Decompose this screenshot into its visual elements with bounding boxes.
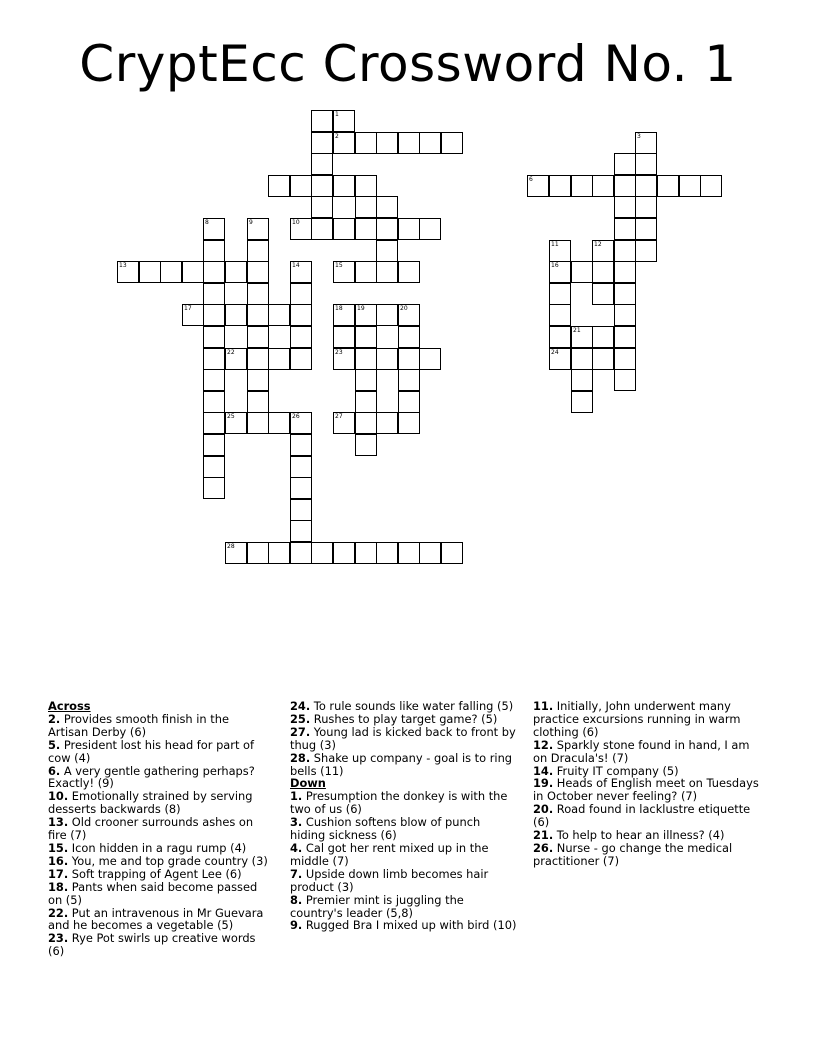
crossword-cell[interactable] (333, 110, 355, 132)
crossword-cell[interactable] (355, 412, 377, 434)
clue-number-label: 22 (227, 349, 235, 356)
clue-number: 26. (533, 840, 554, 855)
clue-number: 3. (290, 815, 303, 830)
crossword-cell[interactable] (549, 283, 571, 305)
crossword-cell[interactable] (290, 283, 312, 305)
crossword-cell[interactable] (355, 348, 377, 370)
crossword-cell[interactable] (355, 196, 377, 218)
clue-number: 11. (533, 699, 554, 713)
crossword-cell[interactable] (527, 175, 549, 197)
clue-item (48, 713, 270, 739)
crossword-cell[interactable] (635, 132, 657, 154)
crossword-cell[interactable] (376, 240, 398, 262)
clue-number: 2. (48, 711, 61, 726)
crossword-cell[interactable] (203, 391, 225, 413)
clue-number: 14. (533, 763, 554, 778)
crossword-cell[interactable] (290, 326, 312, 348)
clue-number-label: 8 (205, 219, 209, 226)
crossword-cell[interactable] (333, 175, 355, 197)
clue-number: 27. (290, 724, 311, 739)
page-title: CryptEcc Crossword No. 1 (79, 35, 737, 93)
crossword-cell[interactable] (571, 175, 593, 197)
clue-text: Fruity IT company (5) (553, 763, 679, 778)
crossword-cell[interactable] (635, 240, 657, 262)
crossword-cell[interactable] (333, 261, 355, 283)
crossword-cell[interactable] (549, 240, 571, 262)
crossword-cell[interactable] (203, 240, 225, 262)
clue-number: 4. (290, 840, 303, 855)
crossword-cell[interactable] (203, 218, 225, 240)
clue-text: Young lad is kicked back to front by thug (3) (290, 724, 516, 752)
crossword-cell[interactable] (290, 477, 312, 499)
crossword-cell[interactable] (290, 348, 312, 370)
crossword-cell[interactable] (247, 283, 269, 305)
crossword-cell[interactable] (571, 348, 593, 370)
crossword-cell[interactable] (614, 304, 636, 326)
crossword-cell[interactable] (247, 261, 269, 283)
crossword-cell[interactable] (333, 218, 355, 240)
crossword-cell[interactable] (333, 326, 355, 348)
clue-text: Rye Pot swirls up creative words (6) (48, 931, 256, 959)
crossword-cell[interactable] (311, 196, 333, 218)
crossword-cell[interactable] (247, 326, 269, 348)
clue-item (48, 881, 270, 907)
clue-text: To rule sounds like water falling (5) (310, 699, 514, 713)
clue-number: 25. (290, 711, 311, 726)
clue-number: 8. (290, 892, 303, 907)
crossword-cell[interactable] (290, 542, 312, 564)
clue-item (290, 868, 518, 894)
crossword-cell[interactable] (290, 175, 312, 197)
crossword-cell[interactable] (376, 196, 398, 218)
clue-number-label: 28 (227, 543, 235, 550)
crossword-cell[interactable] (355, 304, 377, 326)
crossword-cell[interactable] (290, 456, 312, 478)
clue-column-2 (290, 700, 518, 932)
crossword-cell[interactable] (614, 326, 636, 348)
crossword-cell[interactable] (290, 412, 312, 434)
clue-text: Sparkly stone found in hand, I am on Dracula's! (7) (533, 737, 750, 765)
clue-item (533, 700, 763, 739)
crossword-cell[interactable] (376, 218, 398, 240)
clue-number: 1. (290, 789, 303, 804)
clue-number: 13. (48, 815, 69, 830)
clue-text: You, me and top grade country (3) (68, 853, 268, 868)
clue-number-label: 18 (335, 305, 343, 312)
crossword-cell[interactable] (398, 132, 420, 154)
crossword-cell[interactable] (549, 304, 571, 326)
clue-item (533, 803, 763, 829)
crossword-cell[interactable] (592, 240, 614, 262)
crossword-cell[interactable] (311, 132, 333, 154)
clue-item (533, 777, 763, 803)
crossword-cell[interactable] (311, 153, 333, 175)
clue-number: 22. (48, 905, 69, 920)
clue-number-label: 3 (637, 133, 641, 140)
crossword-cell[interactable] (355, 175, 377, 197)
crossword-cell[interactable] (247, 369, 269, 391)
clue-number: 15. (48, 840, 69, 855)
clue-item (48, 932, 270, 958)
crossword-cell[interactable] (614, 153, 636, 175)
crossword-cell[interactable] (398, 369, 420, 391)
crossword-cell[interactable] (549, 261, 571, 283)
clue-number: 9. (290, 918, 303, 933)
clue-number: 18. (48, 879, 69, 894)
clue-number: 5. (48, 737, 61, 752)
crossword-cell[interactable] (311, 110, 333, 132)
crossword-cell[interactable] (355, 434, 377, 456)
crossword-cell[interactable] (614, 218, 636, 240)
clue-number-label: 15 (335, 262, 343, 269)
clue-number: 17. (48, 866, 69, 881)
clue-number-label: 27 (335, 413, 343, 420)
clue-item (290, 752, 518, 778)
crossword-cell[interactable] (700, 175, 722, 197)
crossword-cell[interactable] (419, 542, 441, 564)
crossword-cell[interactable] (419, 218, 441, 240)
crossword-cell[interactable] (419, 348, 441, 370)
crossword-cell[interactable] (571, 391, 593, 413)
clue-item (533, 739, 763, 765)
clue-number-label: 10 (292, 219, 300, 226)
crossword-cell[interactable] (160, 261, 182, 283)
clue-item (48, 790, 270, 816)
crossword-cell[interactable] (182, 261, 204, 283)
crossword-cell[interactable] (355, 326, 377, 348)
clue-text: Presumption the donkey is with the two of us (6) (290, 789, 508, 817)
crossword-cell[interactable] (117, 261, 139, 283)
clue-number: 19. (533, 776, 554, 791)
clue-text: Soft trapping of Agent Lee (6) (68, 866, 242, 881)
crossword-cell[interactable] (290, 520, 312, 542)
clue-number-label: 17 (184, 305, 192, 312)
crossword-cell[interactable] (614, 369, 636, 391)
crossword-cell[interactable] (592, 175, 614, 197)
clue-text: To help to hear an illness? (4) (553, 828, 725, 843)
crossword-cell[interactable] (225, 348, 247, 370)
clue-number-label: 12 (594, 241, 602, 248)
crossword-cell[interactable] (614, 261, 636, 283)
clue-text: Nurse - go change the medical practitioner (7) (533, 840, 733, 868)
clue-item (290, 726, 518, 752)
crossword-cell[interactable] (203, 326, 225, 348)
clue-text: Premier mint is juggling the country's leader (5,8) (290, 892, 464, 920)
crossword-cell[interactable] (635, 153, 657, 175)
clue-column-1 (48, 700, 270, 958)
crossword-cell[interactable] (333, 348, 355, 370)
crossword-cell[interactable] (419, 132, 441, 154)
clue-text: President lost his head for part of cow (4) (48, 737, 255, 765)
crossword-cell[interactable] (398, 348, 420, 370)
crossword-cell[interactable] (571, 326, 593, 348)
clue-item (48, 907, 270, 933)
crossword-cell[interactable] (679, 175, 701, 197)
crossword-cell[interactable] (268, 348, 290, 370)
crossword-cell[interactable] (355, 391, 377, 413)
crossword-cell[interactable] (333, 304, 355, 326)
crossword-cell[interactable] (635, 218, 657, 240)
crossword-cell[interactable] (182, 304, 204, 326)
crossword-cell[interactable] (614, 348, 636, 370)
clue-text: Emotionally strained by serving desserts backwards (8) (48, 789, 253, 817)
crossword-cell[interactable] (311, 175, 333, 197)
clue-text: Cushion softens blow of punch hiding sickness (6) (290, 815, 481, 843)
crossword-cell[interactable] (592, 326, 614, 348)
crossword-cell[interactable] (247, 348, 269, 370)
clue-item (290, 919, 518, 932)
crossword-cell[interactable] (333, 412, 355, 434)
clue-item (48, 816, 270, 842)
clue-item (533, 842, 763, 868)
crossword-cell[interactable] (398, 304, 420, 326)
clue-text: Pants when said become passed on (5) (48, 879, 258, 907)
clue-number: 23. (48, 931, 69, 946)
clue-item (290, 894, 518, 920)
crossword-cell[interactable] (398, 326, 420, 348)
crossword-cell[interactable] (333, 542, 355, 564)
clue-number: 16. (48, 853, 69, 868)
crossword-cell[interactable] (139, 261, 161, 283)
clue-text: Initially, John underwent many practice excursions running in warm clothing (6) (533, 699, 741, 739)
crossword-cell[interactable] (203, 369, 225, 391)
crossword-cell[interactable] (571, 369, 593, 391)
clue-number: 6. (48, 763, 61, 778)
clue-text: Icon hidden in a ragu rump (4) (68, 840, 247, 855)
clue-number: 24. (290, 699, 311, 713)
clue-number: 28. (290, 750, 311, 765)
clue-text: Road found in lacklustre etiquette (6) (533, 802, 751, 830)
clue-text: Old crooner surrounds ashes on fire (7) (48, 815, 254, 843)
crossword-cell[interactable] (290, 499, 312, 521)
clue-text: Provides smooth finish in the Artisan Derby (6) (48, 711, 229, 739)
clue-column-3 (533, 700, 763, 868)
crossword-cell[interactable] (203, 348, 225, 370)
crossword-cell[interactable] (203, 261, 225, 283)
clue-number-label: 14 (292, 262, 300, 269)
crossword-cell[interactable] (614, 196, 636, 218)
clue-number-label: 2 (335, 133, 339, 140)
crossword-cell[interactable] (355, 542, 377, 564)
crossword-cell[interactable] (268, 542, 290, 564)
clue-text: A very gentle gathering perhaps? Exactly! (9) (48, 763, 255, 791)
crossword-cell[interactable] (268, 175, 290, 197)
crossword-cell[interactable] (203, 456, 225, 478)
crossword-cell[interactable] (376, 412, 398, 434)
clue-item (290, 842, 518, 868)
crossword-cell[interactable] (290, 261, 312, 283)
clue-text: Upside down limb becomes hair product (3) (290, 866, 489, 894)
crossword-cell[interactable] (203, 283, 225, 305)
crossword-cell[interactable] (441, 132, 463, 154)
crossword-cell[interactable] (376, 304, 398, 326)
crossword-cell[interactable] (355, 261, 377, 283)
crossword-cell[interactable] (398, 412, 420, 434)
crossword-cell[interactable] (592, 261, 614, 283)
crossword-cell[interactable] (398, 542, 420, 564)
crossword-cell[interactable] (225, 261, 247, 283)
clue-number-label: 26 (292, 413, 300, 420)
crossword-cell[interactable] (203, 412, 225, 434)
crossword-cell[interactable] (549, 326, 571, 348)
crossword-cell[interactable] (290, 218, 312, 240)
crossword-cell[interactable] (203, 304, 225, 326)
crossword-cell[interactable] (311, 218, 333, 240)
clue-number-label: 13 (119, 262, 127, 269)
crossword-cell[interactable] (290, 304, 312, 326)
crossword-cell[interactable] (203, 477, 225, 499)
crossword-cell[interactable] (311, 542, 333, 564)
crossword-cell[interactable] (614, 283, 636, 305)
crossword-cell[interactable] (247, 412, 269, 434)
clue-text: Shake up company - goal is to ring bells (11) (290, 750, 513, 778)
crossword-cell[interactable] (614, 240, 636, 262)
clue-number-label: 19 (357, 305, 365, 312)
clue-text: Heads of English meet on Tuesdays in October never feeling? (7) (533, 776, 759, 804)
crossword-cell[interactable] (614, 175, 636, 197)
crossword-cell[interactable] (635, 175, 657, 197)
clue-item (48, 765, 270, 791)
clue-number-label: 9 (249, 219, 253, 226)
crossword-cell[interactable] (592, 348, 614, 370)
crossword-cell[interactable] (376, 261, 398, 283)
clue-number-label: 16 (551, 262, 559, 269)
clue-number: 12. (533, 737, 554, 752)
crossword-cell[interactable] (355, 218, 377, 240)
clue-section-heading: Down (290, 776, 326, 791)
crossword-cell[interactable] (376, 542, 398, 564)
crossword-cell[interactable] (247, 304, 269, 326)
clue-number-label: 25 (227, 413, 235, 420)
clue-number-label: 23 (335, 349, 343, 356)
clue-number: 21. (533, 828, 554, 843)
clue-number-label: 20 (400, 305, 408, 312)
clue-number: 20. (533, 802, 554, 817)
crossword-cell[interactable] (247, 542, 269, 564)
crossword-cell[interactable] (635, 196, 657, 218)
crossword-cell[interactable] (247, 391, 269, 413)
clue-section-heading: Across (48, 699, 91, 713)
crossword-cell[interactable] (203, 434, 225, 456)
crossword-cell[interactable] (225, 304, 247, 326)
crossword-cell[interactable] (268, 412, 290, 434)
clue-text: Rushes to play target game? (5) (310, 711, 498, 726)
crossword-cell[interactable] (657, 175, 679, 197)
crossword-cell[interactable] (398, 218, 420, 240)
crossword-cell[interactable] (268, 304, 290, 326)
crossword-cell[interactable] (376, 348, 398, 370)
crossword-cell[interactable] (376, 132, 398, 154)
clue-number-label: 1 (335, 111, 339, 118)
crossword-cell[interactable] (225, 542, 247, 564)
clue-text: Put an intravenous in Mr Guevara and he becomes a vegetable (5) (48, 905, 264, 933)
crossword-cell[interactable] (549, 348, 571, 370)
clue-number: 7. (290, 866, 303, 881)
clue-item (290, 790, 518, 816)
clue-number-label: 21 (573, 327, 581, 334)
crossword-cell[interactable] (290, 434, 312, 456)
crossword-cell[interactable] (571, 261, 593, 283)
crossword-cell[interactable] (441, 542, 463, 564)
crossword-cell[interactable] (592, 283, 614, 305)
crossword-cell[interactable] (247, 218, 269, 240)
clue-text: Cal got her rent mixed up in the middle (7) (290, 840, 489, 868)
crossword-cell[interactable] (225, 412, 247, 434)
crossword-cell[interactable] (333, 132, 355, 154)
clue-number-label: 11 (551, 241, 559, 248)
clue-item (290, 816, 518, 842)
clue-number-label: 6 (529, 176, 533, 183)
clue-text: Rugged Bra I mixed up with bird (10) (302, 918, 517, 933)
crossword-cell[interactable] (398, 391, 420, 413)
clue-item (48, 739, 270, 765)
crossword-cell[interactable] (355, 369, 377, 391)
crossword-cell[interactable] (549, 175, 571, 197)
crossword-cell[interactable] (247, 240, 269, 262)
clue-number-label: 24 (551, 349, 559, 356)
clue-number: 10. (48, 789, 69, 804)
crossword-cell[interactable] (355, 132, 377, 154)
crossword-cell[interactable] (398, 261, 420, 283)
